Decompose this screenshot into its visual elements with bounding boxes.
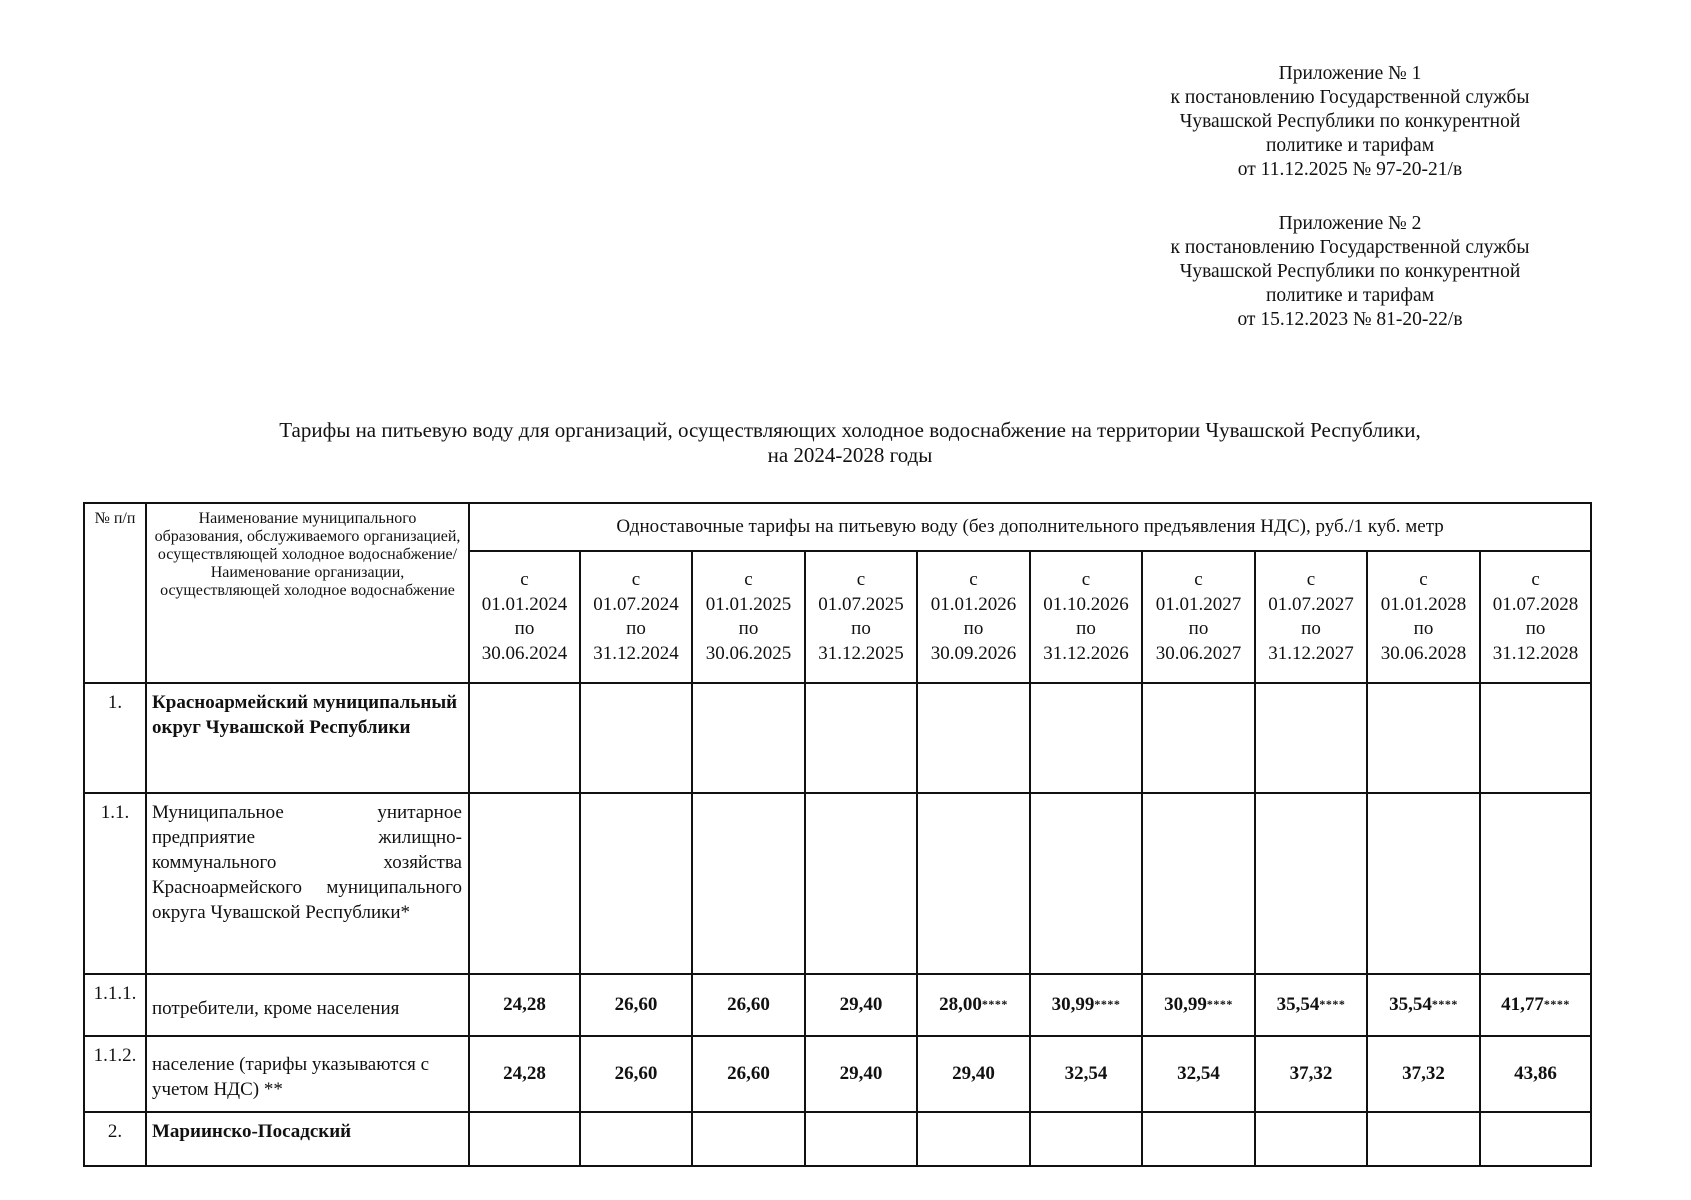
- period-c: с: [1081, 569, 1091, 590]
- tariff-value-cell: [917, 1112, 1030, 1166]
- tariff-value: 26,60: [727, 1063, 770, 1084]
- period-c: с: [520, 569, 529, 590]
- tariff-value-cell: [692, 1112, 805, 1166]
- tariff-value-cell: [917, 1036, 1030, 1112]
- period-po: по: [738, 618, 759, 639]
- tariff-value-cell: [805, 974, 917, 1036]
- period-po: по: [1525, 618, 1546, 639]
- tariff-value-cell: [917, 683, 1030, 793]
- period-c: с: [1306, 569, 1316, 590]
- tariff-value: 24,28: [503, 994, 546, 1015]
- period-from: 01.07.2024: [593, 593, 679, 615]
- period-header-cell: [692, 551, 805, 683]
- tariff-value: 35,54: [1276, 994, 1320, 1015]
- period-to: 30.09.2026: [930, 642, 1017, 664]
- period-to: 31.12.2026: [1043, 642, 1129, 664]
- row-name: население (тарифы указываются с учетом НДС) **: [146, 1036, 469, 1112]
- tariff-value: 32,54: [1064, 1063, 1108, 1084]
- period-c: с: [631, 569, 641, 590]
- table-row: [84, 683, 1591, 793]
- table-body: [84, 683, 1591, 1166]
- tariff-value-cell: [1367, 1112, 1480, 1166]
- tariff-value-cell: [917, 974, 1030, 1036]
- period-po: по: [626, 618, 646, 639]
- tariff-value-cell: [580, 683, 692, 793]
- tariff-value-cell: [1367, 974, 1480, 1036]
- period-header-cell: [1480, 551, 1591, 683]
- appendix-2-line: Чувашской Республики по конкурентной: [1179, 261, 1521, 282]
- col-name-header: Наименование муниципального образования, обслуживаемого организацией, осуществляющей холодное водоснабжение/Наименование организации, осуществляющей холодное водоснабжение: [146, 503, 469, 683]
- tariff-value: 29,40: [839, 994, 883, 1015]
- tariff-value: 43,86: [1514, 1063, 1557, 1084]
- tariff-value-cell: [805, 683, 917, 793]
- period-from: 01.10.2026: [1043, 593, 1129, 615]
- period-header-cell: [580, 551, 692, 683]
- period-from: 01.07.2027: [1268, 593, 1354, 615]
- period-c: с: [1194, 569, 1203, 590]
- tariff-value-cell: [1367, 1036, 1480, 1112]
- tariff-value: 35,54: [1389, 994, 1432, 1015]
- tariff-value: 37,32: [1289, 1063, 1333, 1084]
- row-number: 1.: [84, 683, 146, 793]
- period-po: по: [1076, 618, 1096, 639]
- table-row: [84, 793, 1591, 974]
- tariff-value: 30,99: [1051, 994, 1095, 1015]
- period-to: 31.12.2024: [593, 642, 679, 664]
- tariff-value-cell: [1142, 1112, 1255, 1166]
- tariff-value-cell: [469, 1112, 580, 1166]
- tariff-value: 26,60: [614, 1063, 658, 1084]
- appendix-1-line: политике и тарифам: [1265, 135, 1435, 156]
- tariff-value: 28,00: [939, 994, 982, 1015]
- period-header-cell: [917, 551, 1030, 683]
- tariff-value: 37,32: [1402, 1063, 1445, 1084]
- document-title: [150, 418, 1550, 468]
- tariff-value-cell: [580, 974, 692, 1036]
- row-number: 1.1.: [84, 793, 146, 974]
- appendix-2-line: политике и тарифам: [1265, 285, 1435, 306]
- tariff-value-cell: [469, 793, 580, 974]
- footnote-marker: ****: [1431, 997, 1458, 1011]
- tariff-value-cell: [692, 683, 805, 793]
- tariff-value-cell: [805, 793, 917, 974]
- tariff-value-cell: [1142, 974, 1255, 1036]
- period-to: 30.06.2024: [481, 642, 568, 664]
- tariff-value: 26,60: [727, 994, 770, 1015]
- header-row: [84, 503, 1591, 551]
- tariff-value-cell: [469, 974, 580, 1036]
- row-number: 1.1.1.: [84, 974, 146, 1036]
- period-from: 01.07.2028: [1492, 593, 1579, 615]
- period-po: по: [963, 618, 984, 639]
- tariff-value: 30,99: [1164, 994, 1207, 1015]
- period-po: по: [1188, 618, 1209, 639]
- appendix-2-line: от 15.12.2023 № 81-20-22/в: [1237, 309, 1463, 330]
- tariff-value-cell: [692, 793, 805, 974]
- footnote-marker: ****: [981, 997, 1008, 1011]
- tariff-value-cell: [1142, 1036, 1255, 1112]
- tariff-value-cell: [1255, 1036, 1367, 1112]
- col-num-header: № п/п: [84, 503, 146, 683]
- period-header-cell: [1142, 551, 1255, 683]
- tariff-value-cell: [917, 793, 1030, 974]
- period-from: 01.01.2028: [1380, 593, 1467, 615]
- period-header-cell: [469, 551, 580, 683]
- period-from: 01.01.2027: [1155, 593, 1242, 615]
- tariff-value-cell: [805, 1036, 917, 1112]
- period-to: 30.06.2025: [705, 642, 792, 664]
- tariff-value-cell: [580, 1112, 692, 1166]
- footnote-marker: ****: [1094, 997, 1121, 1011]
- row-number: 1.1.2.: [84, 1036, 146, 1112]
- period-to: 31.12.2025: [818, 642, 904, 664]
- period-c: с: [856, 569, 866, 590]
- tariff-value-cell: [1142, 683, 1255, 793]
- tariff-value-cell: [580, 1036, 692, 1112]
- tariff-value-cell: [1142, 793, 1255, 974]
- period-from: 01.01.2024: [481, 593, 568, 615]
- title-line-2: на 2024-2028 годы: [767, 443, 933, 467]
- tariff-value-cell: [1030, 683, 1142, 793]
- tariff-value-cell: [1255, 683, 1367, 793]
- tariff-value-cell: [1480, 683, 1591, 793]
- tariff-value-cell: [1480, 974, 1591, 1036]
- tariff-value-cell: [1030, 1112, 1142, 1166]
- period-po: по: [514, 618, 535, 639]
- row-name: Красноармейский муниципальный округ Чувашской Республики: [146, 683, 469, 793]
- appendix-2-line: Приложение № 2: [1278, 213, 1422, 234]
- title-line-1: Тарифы на питьевую воду для организаций, осуществляющих холодное водоснабжение на территории Чувашской Республики,: [279, 418, 1421, 442]
- period-c: с: [1419, 569, 1428, 590]
- period-from: 01.01.2026: [930, 593, 1017, 615]
- tariff-value: 29,40: [839, 1063, 883, 1084]
- period-header-cell: [1367, 551, 1480, 683]
- period-to: 31.12.2028: [1492, 642, 1579, 664]
- period-c: с: [1531, 569, 1540, 590]
- tariff-value: 32,54: [1177, 1063, 1220, 1084]
- tariff-value: 29,40: [952, 1063, 995, 1084]
- appendix-1-line: от 11.12.2025 № 97-20-21/в: [1237, 159, 1463, 180]
- tariff-value-cell: [469, 1036, 580, 1112]
- tariff-value-cell: [1030, 1036, 1142, 1112]
- period-po: по: [851, 618, 871, 639]
- appendix-1-line: Приложение № 1: [1278, 63, 1422, 84]
- tariff-group-header: Одноставочные тарифы на питьевую воду (без дополнительного предъявления НДС), руб./1 куб. метр: [469, 503, 1591, 551]
- appendix-1-line: Чувашской Республики по конкурентной: [1179, 111, 1521, 132]
- tariff-table: [83, 502, 1592, 1167]
- row-name: Муниципальное унитарное предприятие жилищно-коммунального хозяйства Красноармейского муниципального округа Чувашской Республики*: [146, 793, 469, 974]
- tariff-value-cell: [580, 793, 692, 974]
- table-row: [84, 1036, 1591, 1112]
- tariff-value-cell: [1480, 793, 1591, 974]
- row-number: 2.: [84, 1112, 146, 1166]
- tariff-value-cell: [1480, 1112, 1591, 1166]
- tariff-value-cell: [805, 1112, 917, 1166]
- appendix-2-block: [1130, 212, 1570, 332]
- period-header-cell: [1255, 551, 1367, 683]
- footnote-marker: ****: [1319, 997, 1346, 1011]
- tariff-value-cell: [1367, 793, 1480, 974]
- tariff-value-cell: [692, 1036, 805, 1112]
- appendix-2-line: к постановлению Государственной службы: [1170, 237, 1530, 258]
- period-from: 01.07.2025: [818, 593, 904, 615]
- tariff-value-cell: [1367, 683, 1480, 793]
- tariff-value-cell: [692, 974, 805, 1036]
- row-name: Мариинско-Посадский: [146, 1112, 469, 1166]
- tariff-value: 26,60: [614, 994, 658, 1015]
- period-from: 01.01.2025: [705, 593, 792, 615]
- table-row: [84, 1112, 1591, 1166]
- period-header-cell: [805, 551, 917, 683]
- tariff-value: 41,77: [1501, 994, 1544, 1015]
- period-po: по: [1301, 618, 1321, 639]
- tariff-value-cell: [1030, 974, 1142, 1036]
- tariff-value-cell: [1030, 793, 1142, 974]
- tariff-value-cell: [1255, 1112, 1367, 1166]
- period-c: с: [744, 569, 753, 590]
- tariff-value-cell: [1480, 1036, 1591, 1112]
- tariff-value: 24,28: [503, 1063, 546, 1084]
- period-c: с: [969, 569, 978, 590]
- tariff-value-cell: [1255, 793, 1367, 974]
- tariff-value-cell: [469, 683, 580, 793]
- period-to: 31.12.2027: [1268, 642, 1354, 664]
- table-row: [84, 974, 1591, 1036]
- appendix-1-line: к постановлению Государственной службы: [1170, 87, 1530, 108]
- period-header-cell: [1030, 551, 1142, 683]
- period-to: 30.06.2028: [1380, 642, 1467, 664]
- tariff-value-cell: [1255, 974, 1367, 1036]
- row-name: потребители, кроме населения: [146, 974, 469, 1036]
- footnote-marker: ****: [1206, 997, 1233, 1011]
- period-to: 30.06.2027: [1155, 642, 1242, 664]
- appendix-1-block: [1130, 62, 1570, 182]
- period-po: по: [1413, 618, 1434, 639]
- footnote-marker: ****: [1543, 997, 1570, 1011]
